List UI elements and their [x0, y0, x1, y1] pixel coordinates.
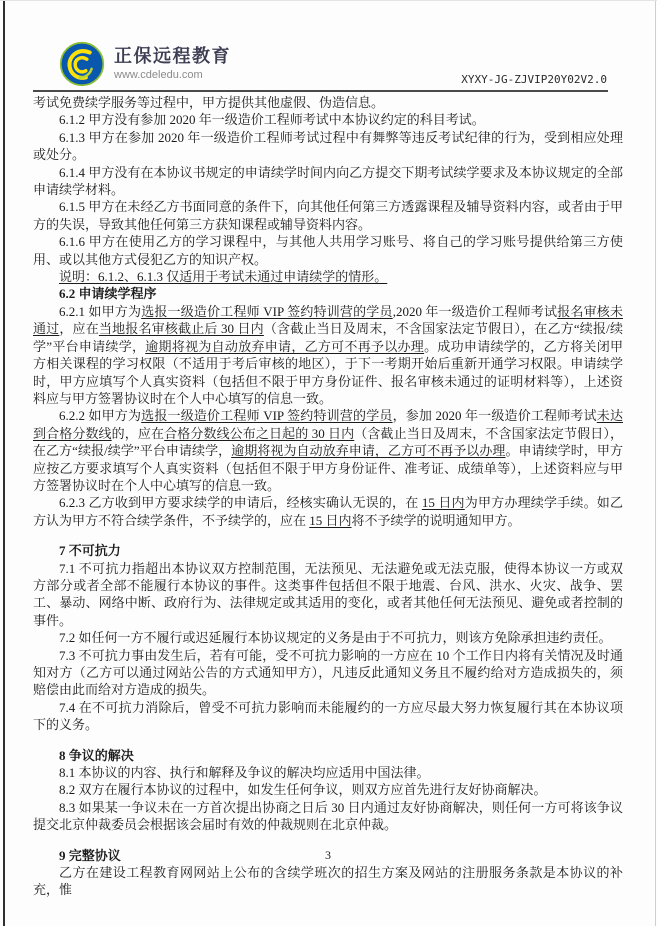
text-segment: 6.1.2 甲方没有参加 2020 年一级造价工程师考试中本协议约定的科目考试。: [59, 112, 485, 128]
underlined-text: 说明：6.1.2、6.1.3 仅适用于考试未通过申请续学的情形。: [59, 269, 388, 285]
underlined-text: 逾期将视为自动放弃申请，乙方可不再予以办理: [231, 443, 506, 459]
paragraph: [33, 407, 623, 494]
text-segment: 8.2 双方在履行本协议的过程中，如发生任何争议，则双方应首先进行友好协商解决。: [59, 782, 547, 798]
text-segment: 6.1.6 甲方在使用乙方的学习课程中，与其他人共用学习账号、将自己的学习账号提供给第三方使用、或以其他方式侵犯乙方的知识产权。: [33, 234, 623, 267]
brand-name: 正保远程教育: [114, 46, 231, 67]
text-segment: 乙方在建设工程教育网网站上公布的含续学班次的招生方案及网站的注册服务条款是本协议的补充，惟: [33, 865, 623, 898]
underlined-text: 选报一级造价工程师 VIP 签约特训营的学员: [141, 303, 393, 319]
paragraph: [33, 94, 623, 111]
paragraph: [33, 699, 623, 734]
underlined-text: 15 日内: [421, 495, 465, 511]
paragraph: [33, 799, 623, 834]
text-segment: 6.2.2 如甲方为: [59, 408, 142, 424]
underlined-text: 15 日内: [309, 512, 352, 528]
paragraph: [33, 494, 623, 529]
text-segment: 8.1 本协议的内容、执行和解释及争议的解决均应适用中国法律。: [59, 765, 430, 781]
text-segment: 考试免费续学服务等过程中，甲方提供其他虚假、伪造信息。: [33, 95, 385, 110]
text-segment: （含截止当日及周末，不含国家法定节假日），在乙方“续报/续学”平台申请续学，: [33, 321, 623, 354]
text-segment: （含截止当日及周末，不含国家法定节假日），在乙方“续报/续学”平台申请续学，: [33, 425, 623, 459]
text-segment: ，参加 2020 年一级造价工程师考试: [392, 408, 597, 424]
paragraph: [33, 560, 623, 630]
paragraph: [33, 781, 623, 798]
paragraph: [33, 268, 623, 285]
brand-website: www.cdeledu.com: [114, 68, 203, 81]
text-segment: 7.2 如任何一方不履行或迟延履行本协议规定的义务是由于不可抗力，则该方免除承担违约责任。: [59, 630, 612, 646]
underlined-text: 选报一级造价工程师 VIP 签约特训营的学员: [141, 408, 393, 424]
underlined-text: 报名审核未通过: [33, 303, 623, 337]
text-segment: ，应在: [59, 321, 99, 337]
brand-swirl-icon: [59, 41, 105, 87]
paragraph: [33, 129, 623, 164]
text-segment: 。申请续学时，甲方应按乙方要求填写个人真实资料（包括但不限于甲方身份证件、准考证、成绩单等），上述资料应与甲方签署协议时在个人中心填写的信息一致。: [33, 443, 623, 493]
paragraph: [33, 164, 623, 199]
underlined-text: 逾期将视为自动放弃申请，乙方可不再予以办理: [145, 338, 425, 354]
header-divider: [33, 90, 608, 92]
text-segment: 7.1 不可抗力指超出本协议双方控制范围，无法预见、无法避免或无法克服，使得本协议一方或双方部分或者全部不能履行本协议的事件。这类事件包括但不限于地震、台风、洪水、火灾、战争、罢工、暴动、网络中断、政府行为、法律规定或其适用的变化，或者其他任何无法预见、避免或者控制的事件。: [33, 560, 623, 628]
document-body: [33, 94, 623, 899]
text-segment: 6.1.4 甲方没有在本协议书规定的申请续学时间内向乙方提交下期考试续学要求及本协议规定的全部申请续学材料。: [33, 164, 623, 198]
text-segment: 7 不可抗力: [59, 543, 121, 559]
text-segment: 6.2 申请续学程序: [59, 286, 157, 302]
paragraph: [33, 303, 623, 407]
page-number: 3: [325, 848, 331, 862]
text-segment: ,2020 年一级造价工程师考试: [392, 303, 558, 319]
paragraph: [33, 198, 623, 233]
text-segment: 6.1.5 甲方在未经乙方书面同意的条件下，向其他任何第三方透露课程及辅导资料内容，或者由于甲方的失误，导致其他任何第三方获知课程或辅导资料内容。: [33, 199, 623, 232]
text-segment: 8 争议的解决: [59, 747, 134, 763]
scan-edge-right: [655, 1, 656, 926]
doc-code: XYXY-JG-ZJVIP20Y02V2.0: [461, 73, 607, 86]
text-segment: 6.1.3 甲方在参加 2020 年一级造价工程师考试过程中有舞弊等违反考试纪律的行为，受到相应处理或处分。: [33, 129, 623, 163]
text-segment: 为甲方办理续学手续。如乙方认为甲方不符合续学条件，不予续学的，应在: [33, 495, 623, 528]
paragraph: [33, 233, 623, 268]
text-segment: 7.4 在不可抗力消除后，曾受不可抗力影响而未能履约的一方应尽最大努力恢复履行其在本协议项下的义务。: [33, 699, 623, 733]
paragraph: [33, 864, 623, 899]
brand-text-block: [114, 47, 231, 81]
scan-edge-left: [3, 1, 5, 926]
paragraph: [33, 629, 623, 646]
text-segment: 9 完整协议: [59, 847, 121, 863]
page-header: [33, 37, 622, 89]
section-heading: [33, 285, 623, 302]
text-segment: 将不予续学的说明通知甲方。: [351, 512, 521, 528]
text-segment: 的，应在: [111, 425, 165, 441]
underlined-text: 当地报名审核截止后 30 日内: [98, 321, 264, 337]
paragraph: [33, 111, 623, 128]
text-segment: 6.2.3 乙方收到甲方要求续学的申请后，经核实确认无误的，在: [59, 495, 422, 511]
section-heading: [33, 542, 623, 559]
text-segment: 7.3 不可抗力事由发生后，若有可能，受不可抗力影响的一方应在 10 个工作日内将有关情况及时通知对方（乙方可以通过网站公告的方式通知甲方），凡违反此通知义务且不履约给对方造成损失的，须赔偿由此而给对方造成的损失。: [33, 647, 623, 698]
brand-logo: [59, 41, 231, 87]
underlined-text: 合格分数线公布之日起的 30 日内: [164, 425, 355, 441]
paragraph: [33, 764, 623, 781]
paragraph: [33, 647, 623, 699]
text-segment: 。成功申请续学的，乙方将关闭甲方相关课程的学习权限（不适用于考后审核的地区），于下一考期开始后重新开通学习权限。申请续学时，甲方应填写个人真实资料（包括但不限于甲方身份证件、报名审核未通过的证明材料等），上述资料应与甲方签署协议时在个人中心填写的信息一致。: [33, 338, 623, 406]
underlined-text: 未达到合格分数线: [33, 408, 623, 441]
text-segment: 8.3 如果某一争议未在一方首次提出协商之日后 30 日内通过友好协商解决，则任何一方可将该争议提交北京仲裁委员会根据该会届时有效的仲裁规则在北京仲裁。: [33, 799, 623, 833]
section-heading: [33, 747, 623, 764]
text-segment: 6.2.1 如甲方为: [59, 303, 142, 319]
